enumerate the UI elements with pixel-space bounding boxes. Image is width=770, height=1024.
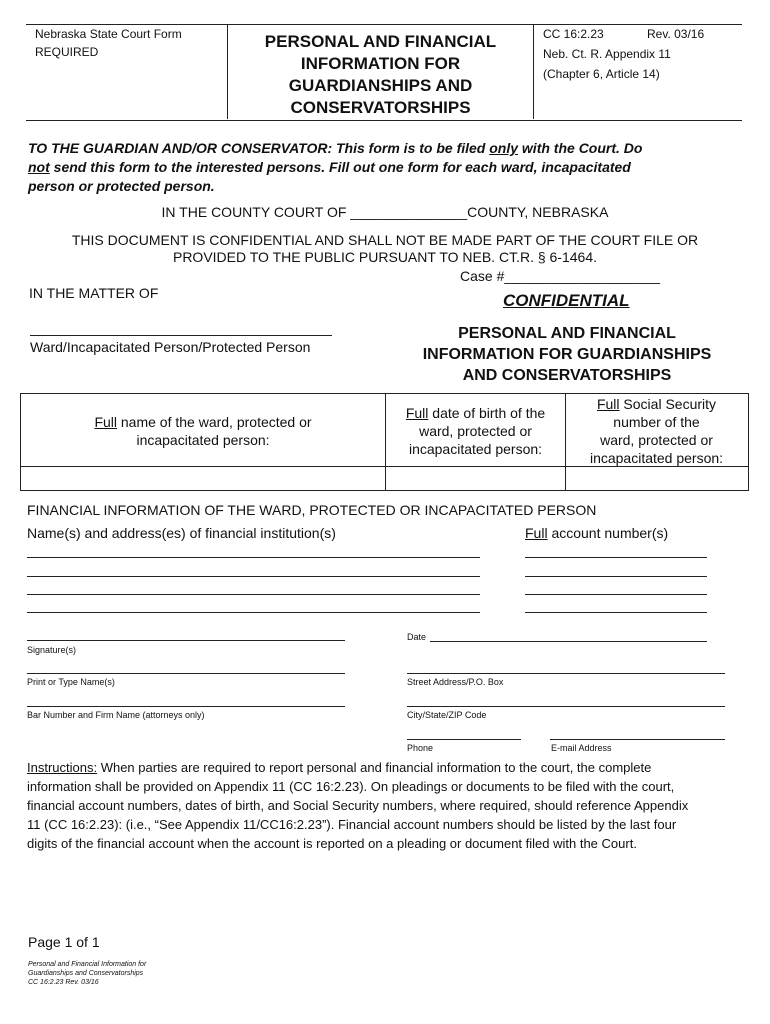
institution-line[interactable] <box>27 612 480 613</box>
full-underlined: Full <box>525 525 548 541</box>
case-number: Case #____________________ <box>460 268 661 284</box>
street-label: Street Address/P.O. Box <box>407 677 504 687</box>
sub-title-line: INFORMATION FOR GUARDIANSHIPS <box>422 346 712 363</box>
form-title-line: CONSERVATORSHIPS <box>290 98 471 117</box>
ward-label: Ward/Incapacitated Person/Protected Person <box>30 339 311 355</box>
revision: Rev. 03/16 <box>647 27 705 41</box>
matter-label: IN THE MATTER OF <box>29 285 159 301</box>
warning-part: TO THE GUARDIAN AND/OR CONSERVATOR: This form is to be filed <box>28 140 490 156</box>
header-text: ward, protected or <box>419 423 532 439</box>
warning-text <box>28 139 748 196</box>
ward-name-field[interactable] <box>22 467 384 489</box>
footer-line: Guardianships and Conservatorships <box>28 970 144 977</box>
header-right <box>543 25 739 83</box>
table-header-dob <box>386 404 565 458</box>
email-line[interactable] <box>550 739 725 740</box>
full-underlined: Full <box>405 405 429 421</box>
warning-not: not <box>28 159 50 175</box>
instructions-label: Instructions: <box>27 760 98 775</box>
form-title-line: PERSONAL AND FINANCIAL <box>264 32 497 51</box>
phone-label: Phone <box>407 743 434 753</box>
header-text: Social Security <box>619 396 717 412</box>
bar-number-line[interactable] <box>27 706 345 707</box>
institution-line[interactable] <box>27 557 480 558</box>
account-line[interactable] <box>525 576 707 577</box>
header-text: name of the ward, protected or <box>117 414 312 430</box>
institution-line[interactable] <box>27 594 480 595</box>
footer-line: CC 16:2.23 Rev. 03/16 <box>28 979 99 986</box>
city-label: City/State/ZIP Code <box>407 710 487 720</box>
header-divider-right <box>533 24 534 119</box>
table-header-name <box>22 413 384 449</box>
confidential-notice <box>0 232 770 266</box>
instructions-line: financial account numbers, dates of birth, and Social Security numbers, where required, should reference Appendix <box>27 798 689 813</box>
street-line[interactable] <box>407 673 725 674</box>
ward-name-line <box>30 335 332 336</box>
header-text: account number(s) <box>547 525 669 541</box>
sub-title-line: PERSONAL AND FINANCIAL <box>458 325 676 342</box>
appendix: Neb. Ct. R. Appendix 11 <box>543 47 671 61</box>
footer-line: Personal and Financial Information for <box>28 961 147 968</box>
state-form-label: Nebraska State Court Form <box>35 27 182 41</box>
instructions-line: digits of the financial account when the account is reported on a pleading or document filed with the Court. <box>27 836 637 851</box>
instructions <box>27 758 747 853</box>
form-number: CC 16:2.23 <box>543 27 604 41</box>
email-label: E-mail Address <box>551 743 612 753</box>
print-name-line[interactable] <box>27 673 345 674</box>
print-name-label: Print or Type Name(s) <box>27 677 115 687</box>
required-label: REQUIRED <box>35 45 99 59</box>
notice-line: THIS DOCUMENT IS CONFIDENTIAL AND SHALL NOT BE MADE PART OF THE COURT FILE OR <box>71 232 699 248</box>
header-text: number of the <box>613 414 700 430</box>
bar-number-label: Bar Number and Firm Name (attorneys only) <box>27 710 205 720</box>
instructions-line: 11 (CC 16:2.23): (i.e., “See Appendix 11/CC16:2.23”). Financial account numbers should be listed by the last four <box>27 817 677 832</box>
signature-line[interactable] <box>27 640 345 641</box>
header-text: incapacitated person: <box>408 441 543 457</box>
court-line: IN THE COUNTY COURT OF _______________COUNTY, NEBRASKA <box>161 204 609 220</box>
form-title-line: GUARDIANSHIPS AND <box>288 76 473 95</box>
instructions-line: When parties are required to report personal and financial information to the court, the complete <box>97 760 652 775</box>
institutions-label: Name(s) and address(es) of financial institution(s) <box>27 525 336 541</box>
date-line[interactable] <box>430 641 707 642</box>
table-header-ssn <box>566 395 747 467</box>
sub-title-line: AND CONSERVATORSHIPS <box>462 367 672 384</box>
header-text: incapacitated person: <box>589 450 724 466</box>
chapter: (Chapter 6, Article 14) <box>543 67 660 81</box>
sub-title <box>400 323 734 386</box>
account-numbers-label <box>525 525 668 541</box>
signature-label: Signature(s) <box>27 645 77 655</box>
header-text: ward, protected or <box>600 432 713 448</box>
form-title-line: INFORMATION FOR <box>300 54 461 73</box>
account-line[interactable] <box>525 594 707 595</box>
warning-part: with the Court. Do <box>518 140 643 156</box>
ssn-field[interactable] <box>566 467 746 489</box>
footer-form-info <box>28 960 146 987</box>
full-underlined: Full <box>94 414 117 430</box>
dob-field[interactable] <box>386 467 564 489</box>
notice-line: PROVIDED TO THE PUBLIC PURSUANT TO NEB. CT.R. § 6-1464. <box>172 249 598 265</box>
account-line[interactable] <box>525 612 707 613</box>
form-title <box>228 31 533 119</box>
instructions-line: information shall be provided on Appendix 11 (CC 16:2.23). On pleadings or documents to be filed with the court, <box>27 779 675 794</box>
header-text: incapacitated person: <box>136 432 270 448</box>
warning-part: person or protected person. <box>28 178 215 194</box>
warning-part: send this form to the interested persons. Fill out one form for each ward, incapacitated <box>49 159 631 175</box>
header-text: date of birth of the <box>428 405 546 421</box>
header-left <box>35 25 182 61</box>
full-underlined: Full <box>596 396 620 412</box>
phone-line[interactable] <box>407 739 521 740</box>
institution-line[interactable] <box>27 576 480 577</box>
confidential-heading: CONFIDENTIAL <box>503 291 630 310</box>
warning-only: only <box>489 140 519 156</box>
account-line[interactable] <box>525 557 707 558</box>
city-line[interactable] <box>407 706 725 707</box>
page-number: Page 1 of 1 <box>28 934 100 950</box>
financial-heading: FINANCIAL INFORMATION OF THE WARD, PROTECTED OR INCAPACITATED PERSON <box>27 502 597 518</box>
date-label: Date <box>407 632 427 642</box>
